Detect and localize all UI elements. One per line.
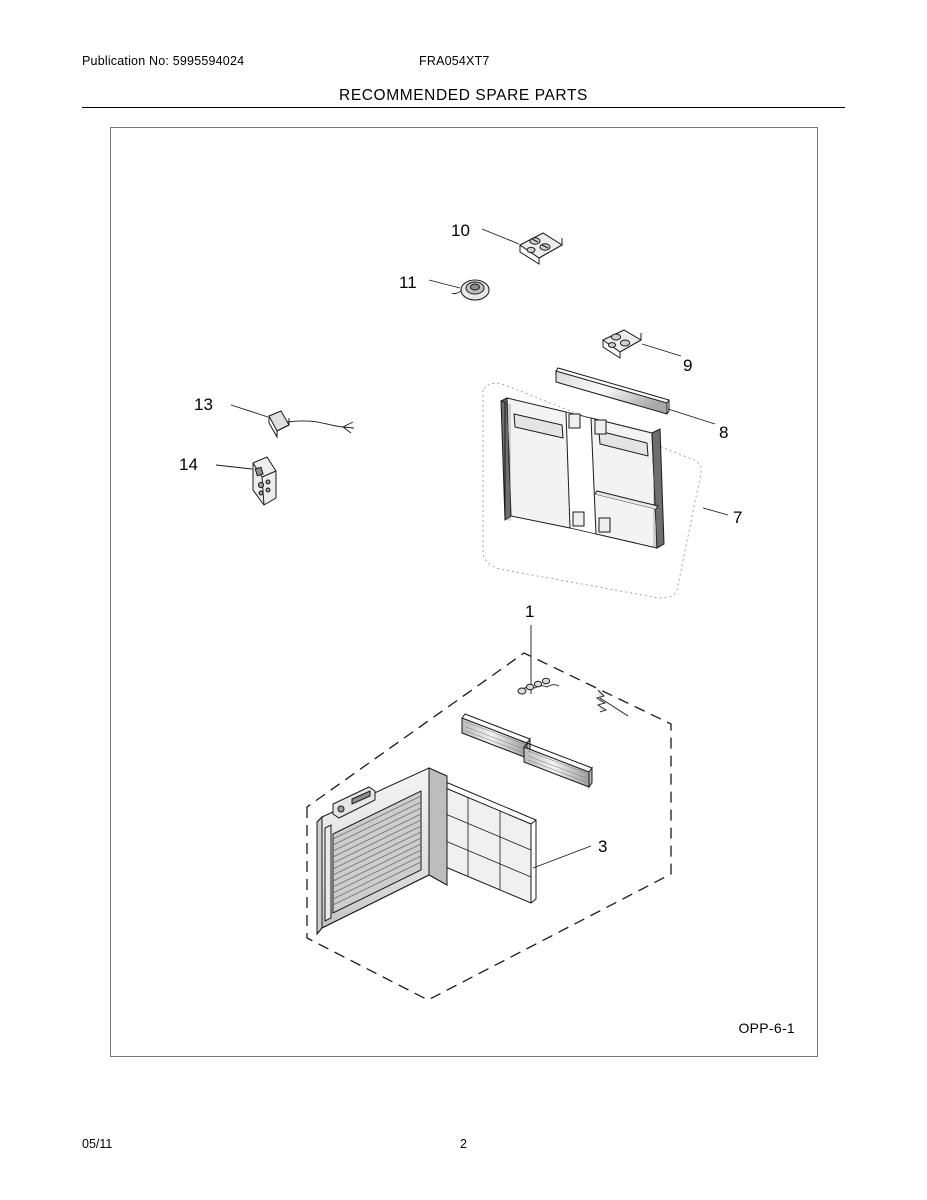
publication-number: Publication No: 5995594024 (82, 54, 245, 68)
parts-diagram (110, 127, 818, 1057)
parts-diagram-illustration (111, 128, 817, 1056)
drawing-code: OPP-6-1 (738, 1020, 795, 1036)
footer-page-number: 2 (460, 1137, 467, 1151)
callout-14: 14 (179, 455, 198, 474)
page-title: RECOMMENDED SPARE PARTS (339, 87, 588, 104)
part-14-remote-control (216, 457, 276, 505)
callout-8: 8 (719, 423, 729, 442)
part-3-air-filter (436, 780, 591, 903)
part-11-coil (429, 280, 489, 300)
part-long-screw (597, 690, 628, 716)
part-screws (518, 678, 559, 694)
part-cabinet-body (317, 768, 447, 934)
callout-10: 10 (451, 221, 470, 240)
callout-13: 13 (194, 395, 213, 414)
footer-date: 05/11 (82, 1137, 113, 1151)
part-13-power-cord (231, 405, 354, 437)
title-divider (82, 107, 845, 108)
callout-7: 7 (733, 508, 743, 527)
part-9-bracket (603, 330, 681, 358)
part-1-cabinet-group (307, 625, 671, 1000)
part-7-window-assembly (483, 383, 728, 598)
part-10-bracket (482, 229, 562, 264)
callout-1: 1 (525, 602, 535, 621)
callout-3: 3 (598, 837, 608, 856)
model-number: FRA054XT7 (419, 54, 490, 68)
part-filter-strips (462, 714, 592, 787)
callout-11: 11 (399, 273, 417, 292)
callout-9: 9 (683, 356, 693, 375)
